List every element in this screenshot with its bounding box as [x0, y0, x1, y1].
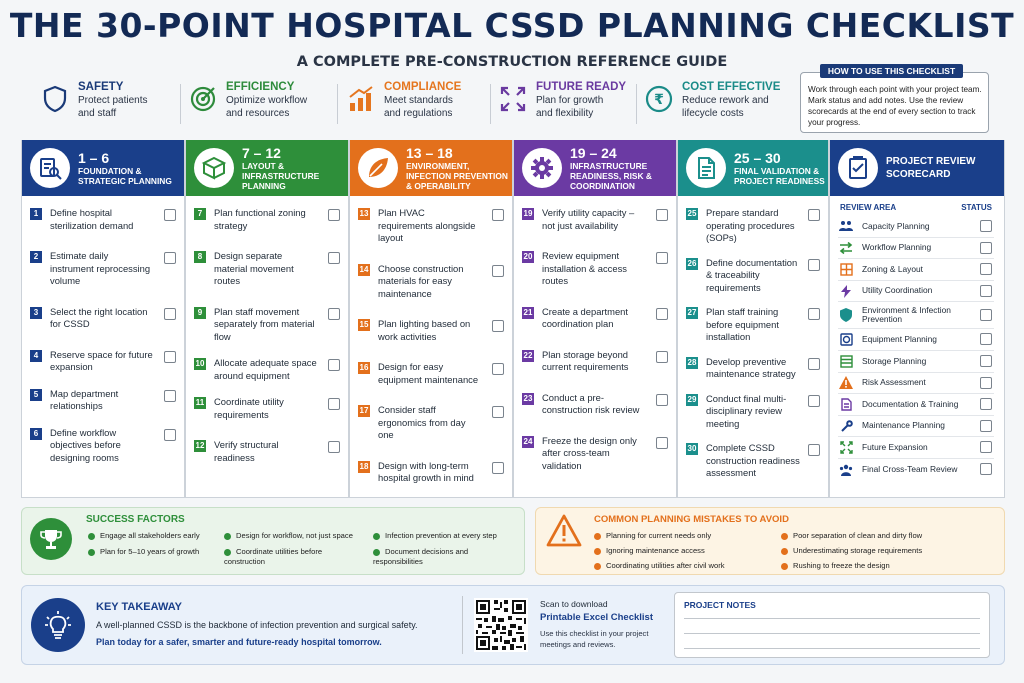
item-text: Plan staff movement separately from material flow [214, 305, 315, 342]
item-text: Map department relationships [50, 387, 119, 411]
checkbox[interactable] [656, 209, 668, 221]
checkbox[interactable] [492, 209, 504, 221]
review-area-label: REVIEW AREA [840, 203, 897, 212]
expand-icon [838, 441, 854, 455]
item-text: Design for easy equipment maintenance [378, 361, 479, 385]
scorecard-row [838, 394, 994, 416]
scorecard-row-label: Equipment Planning [862, 333, 937, 344]
success-item: Infection prevention at every step [373, 531, 518, 541]
scorecard-row [838, 302, 994, 329]
success-item: Design for workflow, not just space [224, 531, 364, 541]
item-number: 12 [195, 441, 205, 450]
checklist-item-17 [350, 404, 512, 442]
checkbox[interactable] [328, 441, 340, 453]
item-text: Freeze the design only after cross-team validation [542, 434, 637, 471]
doc-icon [838, 397, 854, 411]
pillar-title: COMPLIANCE [384, 81, 462, 93]
scorecard-row-label: Risk Assessment [862, 377, 926, 388]
column-name: LAYOUT & INFRASTRUCTURE PLANNING [242, 161, 320, 191]
shield-icon [838, 308, 854, 322]
checklist-item-3 [22, 306, 184, 331]
item-text: Plan staff training before equipment installation [706, 306, 779, 342]
column-header [186, 140, 348, 196]
scorecard-row-label: Future Expansion [862, 441, 928, 452]
checklist-icon [838, 148, 878, 188]
item-number: 11 [195, 398, 205, 407]
status-checkbox[interactable] [980, 309, 992, 321]
checklist-item-28 [678, 356, 828, 381]
bullet-icon [781, 533, 788, 540]
checklist-column-1 [21, 140, 185, 498]
item-text: Design separate material movement routes [214, 250, 294, 286]
item-text: Complete CSSD construction readiness assessment [706, 442, 800, 478]
item-number: 13 [359, 209, 369, 218]
item-text: Define hospital sterilization demand [50, 207, 134, 231]
item-text: Conduct final multi-disciplinary review meeting [706, 392, 787, 429]
checklist-item-13 [350, 207, 512, 245]
checklist-item-23 [514, 392, 676, 417]
column-name: FOUNDATION & STRATEGIC PLANNING [78, 166, 172, 186]
checklist-item-6 [22, 427, 184, 465]
pillar-desc: Protect patients [78, 95, 148, 106]
wrench-icon [838, 419, 854, 433]
column-range: 1 – 6 [78, 150, 110, 166]
item-number: 29 [687, 394, 697, 404]
checklist-item-16 [350, 361, 512, 386]
bolt-icon [838, 284, 854, 298]
checkbox[interactable] [492, 265, 504, 277]
item-number: 18 [359, 461, 369, 471]
pillar-desc: Meet standards [384, 95, 453, 106]
checklist-item-26 [678, 257, 828, 295]
mistakes-title: COMMON PLANNING MISTAKES TO AVOID [594, 514, 789, 525]
checklist-item-12 [186, 439, 348, 464]
scorecard-row-label: Zoning & Layout [862, 263, 923, 274]
pillar-desc: Reduce rework and [682, 95, 769, 106]
checklist-item-8 [186, 250, 348, 288]
scorecard-row [838, 238, 994, 260]
download-link[interactable]: Printable Excel Checklist [540, 612, 653, 623]
checklist-column-3 [349, 140, 513, 498]
scorecard-row-label: Storage Planning [862, 355, 927, 366]
column-range: 7 – 12 [242, 145, 281, 161]
pillar-safety [40, 80, 180, 126]
bullet-icon [594, 533, 601, 540]
item-text: Plan functional zoning strategy [214, 207, 306, 231]
checkbox[interactable] [656, 351, 668, 363]
download-desc: Use this checklist in your project meetings and reviews. [540, 629, 649, 649]
status-checkbox[interactable] [980, 333, 992, 345]
checklist-item-22 [514, 349, 676, 374]
item-number: 26 [687, 258, 697, 268]
column-range: 25 – 30 [734, 150, 781, 166]
item-text: Design with long-term hospital growth in mind [378, 459, 474, 483]
notes-line [684, 618, 980, 619]
notes-line [684, 648, 980, 649]
checkbox[interactable] [164, 252, 176, 264]
divider [636, 84, 637, 124]
mistake-item: Poor separation of clean and dirty flow [781, 531, 981, 541]
checklist-column-4 [513, 140, 677, 498]
success-item: Coordinate utilities before construction [224, 547, 323, 566]
page-subtitle: A COMPLETE PRE-CONSTRUCTION REFERENCE GUIDE [296, 54, 728, 70]
scorecard-columns [830, 196, 1004, 216]
scan-label: Scan to download [540, 599, 608, 609]
warning-icon [546, 514, 582, 553]
mistake-item: Underestimating storage requirements [781, 546, 981, 556]
pillar-desc: Plan for growth [536, 95, 604, 106]
column-header [678, 140, 828, 196]
status-checkbox[interactable] [980, 285, 992, 297]
item-text: Prepare standard operating procedures (SOPs) [706, 207, 795, 243]
column-range: 19 – 24 [570, 145, 617, 161]
pillar-future-ready [498, 80, 638, 126]
svg-text:₹: ₹ [654, 92, 664, 108]
qr-code-icon[interactable] [474, 598, 528, 652]
checklist-item-10 [186, 357, 348, 382]
status-checkbox[interactable] [980, 441, 992, 453]
checklist-item-5 [22, 388, 184, 413]
status-checkbox[interactable] [980, 263, 992, 275]
checkbox[interactable] [656, 308, 668, 320]
check-icon [88, 533, 95, 540]
cube-icon [194, 148, 234, 188]
checkbox[interactable] [164, 390, 176, 402]
checklist-item-4 [22, 349, 184, 374]
scorecard-row-label: Utility Coordination [862, 285, 933, 296]
scorecard-row [838, 259, 994, 281]
item-text: Estimate daily instrument reprocessing volume [50, 250, 151, 286]
status-checkbox[interactable] [980, 463, 992, 475]
scorecard-row [838, 281, 994, 303]
checklist-item-30 [678, 442, 828, 480]
pillar-desc: and regulations [384, 108, 453, 119]
howto-text: Work through each point with your project team. Mark status and add notes. Use the review scorecards at the end of every section to track your progress. [808, 85, 982, 127]
gear-icon [522, 148, 562, 188]
checkbox[interactable] [328, 252, 340, 264]
people-icon [838, 219, 854, 233]
scorecard-row-label: Final Cross-Team Review [862, 463, 958, 474]
notes-title: PROJECT NOTES [684, 600, 756, 610]
bullet-icon [781, 548, 788, 555]
success-item: Plan for 5–10 years of growth [88, 547, 218, 557]
pillar-title: FUTURE READY [536, 81, 627, 93]
checklist-item-21 [514, 306, 676, 331]
item-number: 7 [194, 208, 206, 220]
item-text: Develop preventive maintenance strategy [706, 355, 796, 379]
item-text: Allocate adequate space around equipment [214, 357, 317, 381]
item-text: Conduct a pre-construction risk review [542, 391, 640, 415]
checkbox[interactable] [808, 395, 820, 407]
bullet-icon [594, 548, 601, 555]
item-text: Reserve space for future expansion [50, 348, 153, 372]
mistake-item: Planning for current needs only [594, 531, 774, 541]
scorecard-row [838, 351, 994, 373]
status-checkbox[interactable] [980, 398, 992, 410]
scorecard-row-label: Workflow Planning [862, 242, 932, 253]
item-number: 17 [359, 406, 369, 415]
status-checkbox[interactable] [980, 355, 992, 367]
item-number: 10 [195, 359, 205, 368]
team-icon [838, 463, 854, 477]
checkbox[interactable] [164, 429, 176, 441]
shield-icon [40, 84, 70, 114]
item-text: Define workflow objectives before designing rooms [50, 426, 121, 463]
pillar-desc: and flexibility [536, 108, 594, 119]
checklist-item-14 [350, 263, 512, 301]
grid-icon [838, 262, 854, 276]
scorecard-row [838, 459, 994, 481]
item-text: Verify utility capacity – not just availability [542, 207, 635, 231]
item-text: Plan storage beyond current requirements [542, 348, 629, 372]
item-number: 30 [687, 444, 697, 453]
warning-icon [838, 376, 854, 390]
checklist-column-2 [185, 140, 349, 498]
scorecard-header [830, 140, 1004, 196]
checkbox[interactable] [492, 462, 504, 474]
column-name: ENVIRONMENT, INFECTION PREVENTION & OPERABILITY [406, 161, 508, 191]
equipment-icon [838, 333, 854, 347]
column-header [350, 140, 512, 196]
divider [337, 84, 338, 124]
checklist-item-15 [350, 318, 512, 343]
expand-icon [498, 84, 528, 114]
item-number: 3 [30, 307, 42, 319]
scorecard-row-label: Environment & Infection Prevention [862, 304, 951, 325]
item-number: 9 [194, 307, 206, 319]
item-number: 6 [30, 428, 42, 440]
mistake-item: Coordinating utilities after civil work [594, 561, 774, 571]
checklist-item-24 [514, 435, 676, 473]
bullet-icon [781, 563, 788, 570]
checkbox[interactable] [808, 308, 820, 320]
pillar-title: COST EFFECTIVE [682, 81, 781, 93]
divider [490, 84, 491, 124]
checkbox[interactable] [328, 359, 340, 371]
item-number: 5 [30, 389, 42, 401]
check-icon [373, 533, 380, 540]
scorecard-row [838, 373, 994, 395]
item-number: 25 [687, 209, 697, 218]
pillar-desc: Optimize workflow [226, 95, 308, 106]
item-text: Verify structural readiness [214, 439, 279, 463]
checkbox[interactable] [656, 252, 668, 264]
rupee-icon [644, 84, 674, 114]
checklist-column-5 [677, 140, 829, 498]
checklist-item-11 [186, 396, 348, 421]
item-text: Define documentation & traceability requirements [706, 256, 798, 293]
success-title: SUCCESS FACTORS [86, 514, 185, 525]
item-text: Review equipment installation & access routes [542, 250, 627, 286]
checkbox[interactable] [164, 308, 176, 320]
scorecard-row [838, 437, 994, 459]
item-number: 8 [194, 251, 206, 263]
column-header [514, 140, 676, 196]
pillar-compliance [346, 80, 486, 126]
status-checkbox[interactable] [980, 242, 992, 254]
takeaway-text: A well-planned CSSD is the backbone of infection prevention and surgical safety. [96, 620, 418, 630]
item-text: Plan HVAC requirements alongside layout [378, 207, 476, 243]
takeaway-emphasis: Plan today for a safer, smarter and future-ready hospital tomorrow. [96, 637, 382, 647]
checklist-item-27 [678, 306, 828, 344]
item-text: Create a department coordination plan [542, 305, 628, 329]
status-checkbox[interactable] [980, 220, 992, 232]
pillar-title: EFFICIENCY [226, 81, 295, 93]
checkbox[interactable] [656, 437, 668, 449]
arrows-icon [838, 241, 854, 255]
checkbox[interactable] [808, 209, 820, 221]
divider [180, 84, 181, 124]
pillar-desc: and staff [78, 108, 117, 119]
pillar-desc: and resources [226, 108, 290, 119]
checkbox[interactable] [492, 406, 504, 418]
checkbox[interactable] [656, 394, 668, 406]
success-item: Engage all stakeholders early [88, 531, 218, 541]
scorecard-row [838, 216, 994, 238]
howto-title: HOW TO USE THIS CHECKLIST [820, 64, 963, 78]
item-number: 19 [523, 209, 533, 218]
scorecard-row [838, 329, 994, 351]
mistake-item: Rushing to freeze the design [781, 561, 981, 571]
status-checkbox[interactable] [980, 420, 992, 432]
checkbox[interactable] [808, 358, 820, 370]
checklist-item-1 [22, 207, 184, 232]
notes-line [684, 633, 980, 634]
checkbox[interactable] [328, 398, 340, 410]
check-icon [373, 549, 380, 556]
divider [462, 596, 463, 654]
project-review-scorecard [829, 140, 1005, 498]
item-number: 15 [359, 320, 369, 329]
checklist-item-29 [678, 393, 828, 431]
checkbox[interactable] [492, 320, 504, 332]
page-title: THE 30-POINT HOSPITAL CSSD PLANNING CHECKLIST [9, 6, 1015, 45]
item-number: 14 [359, 264, 369, 274]
scorecard-row-label: Documentation & Training [862, 398, 959, 409]
item-number: 4 [30, 350, 42, 362]
lightbulb-icon [31, 598, 85, 652]
scorecard-title: PROJECT REVIEW SCORECARD [886, 156, 976, 180]
target-icon [188, 84, 218, 114]
checkbox[interactable] [492, 363, 504, 375]
checklist-item-18 [350, 460, 512, 485]
document-icon [686, 148, 726, 188]
leaf-icon [358, 148, 398, 188]
item-number: 21 [523, 307, 533, 317]
check-icon [88, 549, 95, 556]
pillar-efficiency [188, 80, 338, 126]
item-number: 16 [359, 363, 369, 372]
status-label: STATUS [961, 203, 992, 212]
status-checkbox[interactable] [980, 377, 992, 389]
item-text: Select the right location for CSSD [50, 305, 148, 329]
item-number: 23 [523, 393, 533, 403]
shelves-icon [838, 354, 854, 368]
checkbox[interactable] [164, 351, 176, 363]
pillar-cost-effective [644, 80, 794, 126]
item-number: 2 [30, 251, 42, 263]
checkbox[interactable] [808, 259, 820, 271]
item-number: 27 [687, 308, 697, 317]
checklist-item-25 [678, 207, 828, 245]
checklist-item-9 [186, 306, 348, 344]
item-text: Consider staff ergonomics from day one [378, 404, 466, 440]
item-text: Plan lighting based on work activities [378, 318, 471, 342]
scorecard-row-label: Maintenance Planning [862, 420, 945, 431]
column-range: 13 – 18 [406, 145, 453, 161]
scorecard-row [838, 416, 994, 438]
pillar-desc: lifecycle costs [682, 108, 744, 119]
checklist-item-2 [22, 250, 184, 288]
success-item: Document decisions and responsibilities [373, 547, 469, 566]
check-icon [224, 549, 231, 556]
takeaway-title: KEY TAKEAWAY [96, 601, 182, 613]
column-name: INFRASTRUCTURE READINESS, RISK & COORDINATION [570, 161, 652, 191]
column-name: FINAL VALIDATION & PROJECT READINESS [734, 166, 825, 186]
mistake-item: Ignoring maintenance access [594, 546, 774, 556]
checkbox[interactable] [808, 444, 820, 456]
checkbox[interactable] [164, 209, 176, 221]
trophy-icon [30, 518, 72, 560]
scorecard-row-label: Capacity Planning [862, 220, 930, 231]
item-text: Coordinate utility requirements [214, 396, 284, 420]
checkbox[interactable] [328, 209, 340, 221]
checklist-item-20 [514, 250, 676, 288]
checklist-item-7 [186, 207, 348, 232]
checklist-item-19 [514, 207, 676, 232]
item-text: Choose construction materials for easy maintenance [378, 262, 464, 299]
clipboard-search-icon [30, 148, 70, 188]
check-icon [224, 533, 231, 540]
checkbox[interactable] [328, 308, 340, 320]
bullet-icon [594, 563, 601, 570]
item-number: 28 [687, 357, 697, 367]
item-number: 1 [30, 208, 42, 220]
item-number: 24 [523, 436, 533, 446]
item-number: 22 [523, 350, 533, 360]
chart-up-icon [346, 84, 376, 114]
column-header [22, 140, 184, 196]
item-number: 20 [523, 252, 533, 261]
pillar-title: SAFETY [78, 81, 124, 93]
